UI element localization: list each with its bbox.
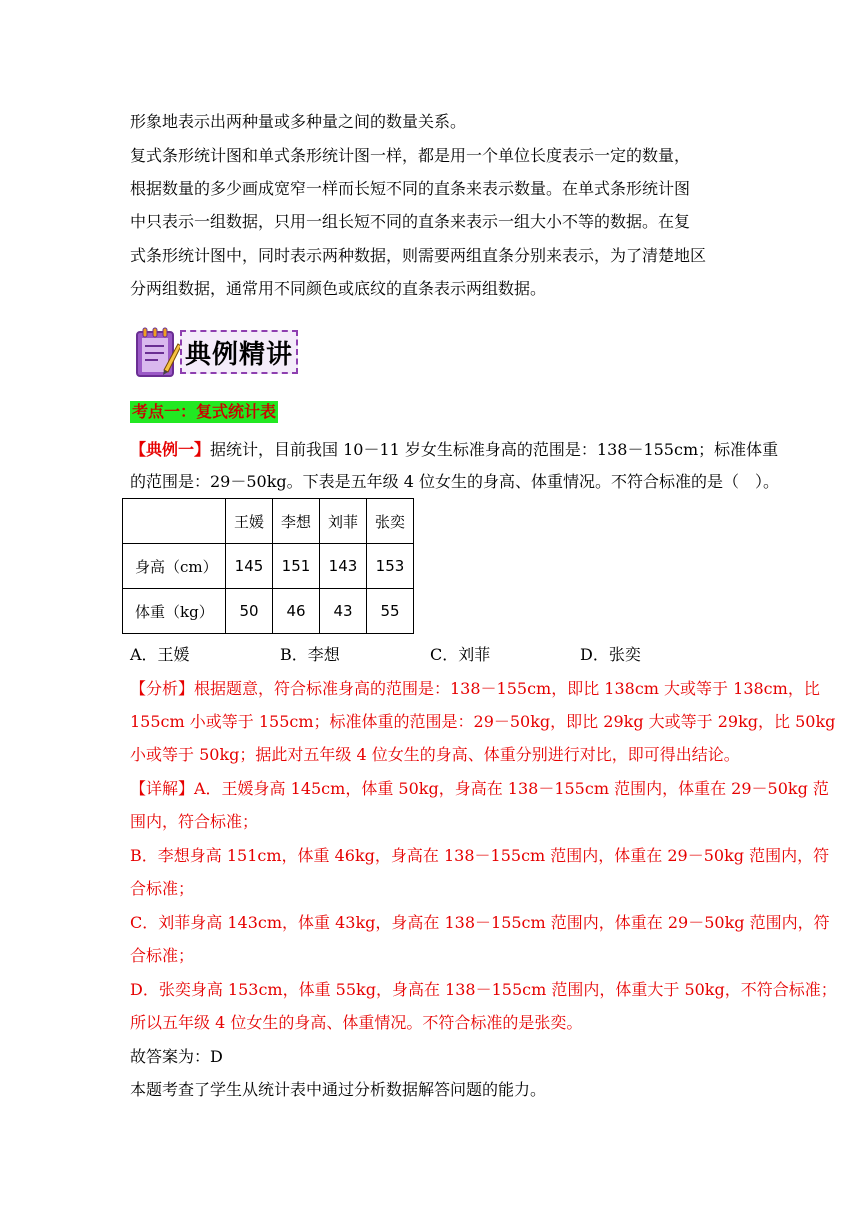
section-heading-banner: [134, 326, 302, 378]
table-row: [123, 589, 414, 634]
analysis-line: 155cm 小或等于 155cm；标准体重的范围是：29－50kg，即比 29kg 大或等于 29kg，比 50kg: [130, 712, 836, 731]
detail-line: 合标准；: [130, 946, 195, 965]
table-cell: 43: [320, 589, 367, 634]
table-corner-cell: [123, 499, 226, 544]
table-cell: 151: [273, 544, 320, 589]
detail-line: C．刘菲身高 143cm，体重 43kg，身高在 138－155cm 范围内，体重在 29－50kg 范围内，符: [130, 913, 830, 932]
table-cell: 145: [226, 544, 273, 589]
table-row: [123, 544, 414, 589]
detail-line: D．张奕身高 153cm，体重 55kg，身高在 138－155cm 范围内，体重大于 50kg，不符合标准；: [130, 980, 837, 999]
intro-line: 形象地表示出两种量或多种量之间的数量关系。: [130, 112, 467, 131]
analysis-line: 【分析】根据题意，符合标准身高的范围是：138－155cm，即比 138cm 大或等于 138cm，比: [130, 679, 820, 698]
option-d: D．张奕: [580, 645, 641, 664]
topic-label: 考点一：复式统计表: [132, 402, 277, 421]
option-b: B．李想: [280, 645, 340, 664]
table-cell: 50: [226, 589, 273, 634]
detail-line: 合标准；: [130, 879, 195, 898]
example-line: [130, 440, 779, 460]
intro-line: 中只表示一组数据，只用一组长短不同的直条来表示一组大小不等的数据。在复: [130, 212, 691, 231]
table-cell: 143: [320, 544, 367, 589]
table-header-row: [123, 499, 414, 544]
intro-line: 复式条形统计图和单式条形统计图一样，都是用一个单位长度表示一定的数量，: [130, 146, 691, 165]
detail-line: 围内，符合标准；: [130, 812, 259, 831]
table-header-cell: 刘菲: [320, 499, 367, 544]
summary-line: 本题考查了学生从统计表中通过分析数据解答问题的能力。: [130, 1080, 547, 1099]
notepad-pencil-icon: [134, 326, 182, 378]
option-a: A．王媛: [130, 645, 190, 664]
data-table: [122, 498, 414, 634]
intro-line: 根据数量的多少画成宽窄一样而长短不同的直条来表示数量。在单式条形统计图: [130, 179, 691, 198]
analysis-line: 小或等于 50kg；据此对五年级 4 位女生的身高、体重分别进行对比，即可得出结论。: [130, 745, 740, 764]
table-row-label: 体重（kg）: [123, 589, 226, 634]
intro-line: 分两组数据，通常用不同颜色或底纹的直条表示两组数据。: [130, 279, 547, 298]
example-label: 【典例一】: [130, 440, 211, 459]
table-header-cell: 李想: [273, 499, 320, 544]
section-heading: 典例精讲: [180, 330, 298, 374]
detail-line: 所以五年级 4 位女生的身高、体重情况。不符合标准的是张奕。: [130, 1013, 583, 1032]
table-header-cell: 王媛: [226, 499, 273, 544]
table-cell: 46: [273, 589, 320, 634]
option-c: C．刘菲: [430, 645, 491, 664]
detail-line: B．李想身高 151cm，体重 46kg，身高在 138－155cm 范围内，体重在 29－50kg 范围内，符: [130, 846, 830, 865]
example-line: 的范围是：29－50kg。下表是五年级 4 位女生的身高、体重情况。不符合标准的是（ ）。: [130, 472, 780, 491]
detail-line: 【详解】A．王媛身高 145cm，体重 50kg，身高在 138－155cm 范围内，体重在 29－50kg 范: [130, 779, 829, 798]
answer-line: 故答案为：D: [130, 1047, 223, 1066]
table-cell: 153: [367, 544, 414, 589]
table-row-label: 身高（cm）: [123, 544, 226, 589]
example-text: 据统计，目前我国 10－11 岁女生标准身高的范围是：138－155cm；标准体重: [210, 440, 779, 459]
table-header-cell: 张奕: [367, 499, 414, 544]
table-cell: 55: [367, 589, 414, 634]
intro-line: 式条形统计图中，同时表示两种数据，则需要两组直条分别来表示，为了清楚地区: [130, 246, 707, 265]
